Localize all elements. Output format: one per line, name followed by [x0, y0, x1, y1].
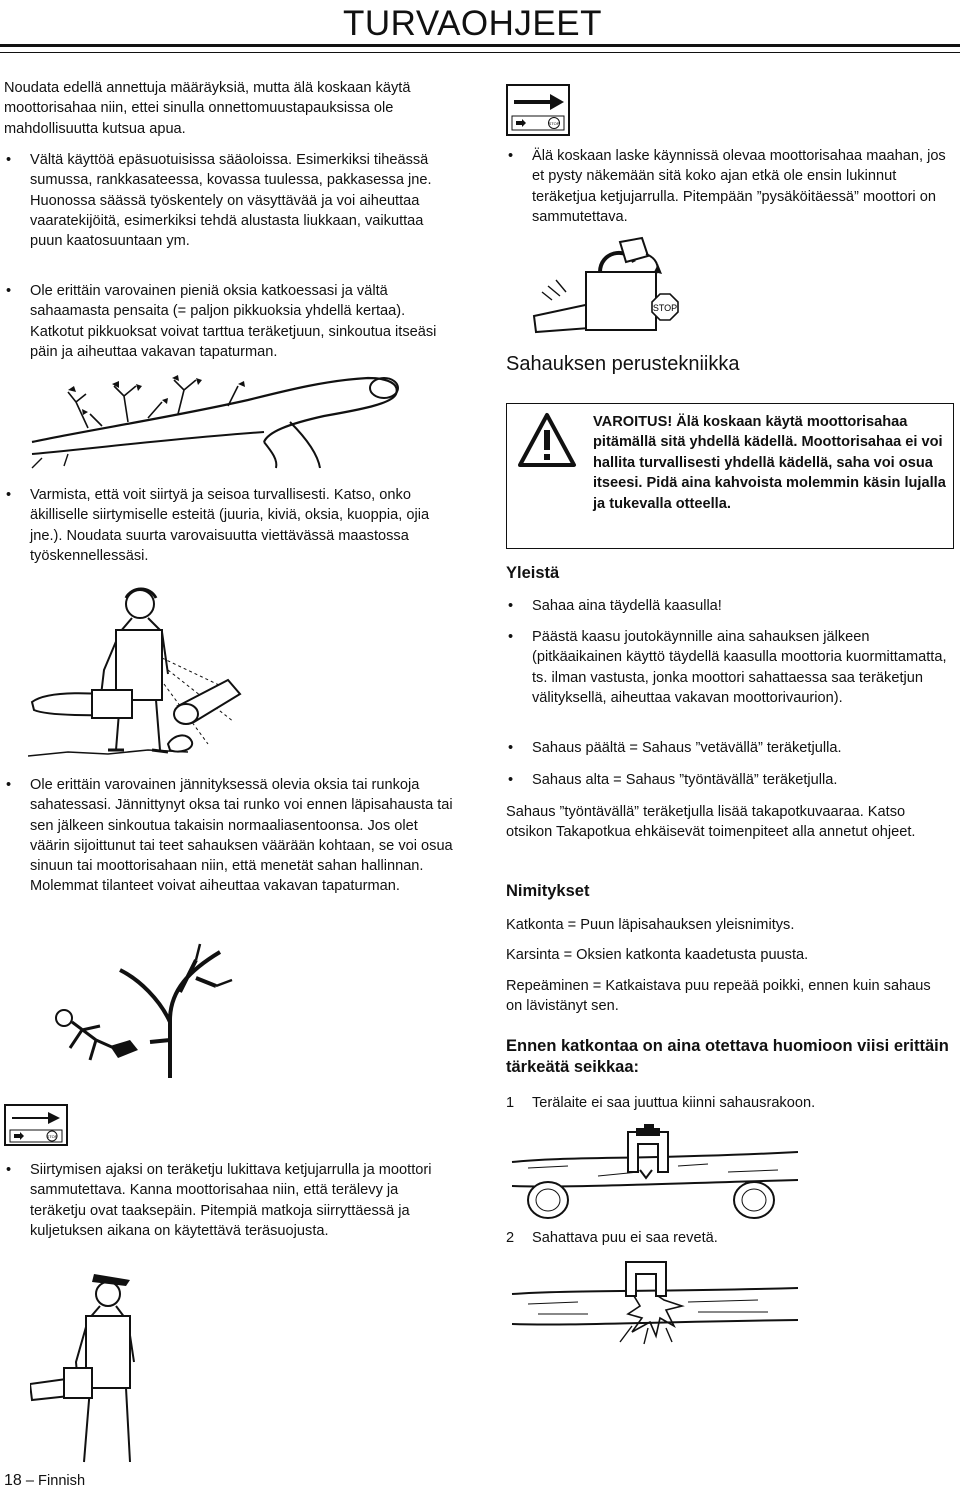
bullet-transport [4, 1160, 454, 1241]
warning-triangle-icon [517, 412, 577, 468]
footer-language: Finnish [38, 1473, 86, 1489]
bullet-dot: • [6, 283, 12, 299]
bullet-dot: • [508, 772, 514, 788]
page-title: TURVAOHJEET [343, 4, 602, 43]
general-bullet-3-text: Sahaus päältä = Sahaus ”vetävällä” teräketjulla. [532, 740, 842, 756]
bullet-branches-text: Ole erittäin varovainen pieniä oksia katkoessasi ja vältä sahaamasta pensaita (= paljon pikkuoksia yhdellä kertaa). Katkotut pikkuoksat voivat tarttua teräketjuun, sinkoutua itseäsi päin ja aiheuttaa vakavan tapaturman. [30, 283, 437, 360]
warning-text: VAROITUS! Älä koskaan käytä moottorisahaa pitämällä sitä yhdellä kädellä. Moottorisahaa ei voi hallita turvallisesti yhdellä kädellä, saha voi osua itseesi. Pidä aina kahvoista molemmin käsin lujalla ja tukevalla otteella. [593, 414, 946, 512]
bullet-dot: • [508, 629, 514, 645]
bullet-weather-text: Vältä käyttöä epäsuotuisissa sääoloissa. Esimerkiksi tiheässä sumussa, rankkasateessa, kovassa tuulessa, pakkasessa jne. Huonossa säässä työskentely on väsyttävää ja voi aiheuttaa vaaratekijöitä, esimerkiksi tehdä alustasta liukkaan, vaikuttaa puun kaatosuuntaan ym. [30, 152, 432, 250]
stop-label: STOP [548, 121, 560, 126]
saw-parked-stop-illustration [530, 232, 690, 342]
operator-cutting-illustration [28, 574, 248, 764]
general-bullet-2-text: Päästä kaasu joutokäynnille aina sahauksen jälkeen (pitkäaikainen käyttö täydellä kaasulla moottoria kuormittamatta, ts. ilman vastusta, jonka moottori sahattaessa saa teräketjun välityksellä, aiheuttaa vakavan moottorivaurion). [532, 629, 947, 706]
bullet-transport-text: Siirtymisen ajaksi on teräketju lukittava ketjujarrulla ja moottori sammutettava. Kanna moottorisahaa niin, että terälevy ja teräketju ovat taaksepäin. Pitempiä matkoja siirryttäessä ja kuljetuksen aikana on käytettävä teräsuojusta. [30, 1162, 432, 1239]
title-rule-thin [0, 52, 960, 53]
push-note: Sahaus ”työntävällä” teräketjulla lisää takapotkuvaaraa. Katso otsikon Takapotkua ehkäisevät toimenpiteet alla annetut ohjeet. [506, 804, 916, 841]
title-rule [0, 44, 960, 47]
term-1: Katkonta = Puun läpisahauksen yleisnimitys. [506, 917, 795, 933]
bullet-dot: • [6, 777, 12, 793]
general-bullet-1-text: Sahaa aina täydellä kaasulla! [532, 598, 722, 614]
general-bullet-4-text: Sahaus alta = Sahaus ”työntävällä” teräketjulla. [532, 772, 838, 788]
log-splitting-diagram [508, 1256, 798, 1346]
bullet-dot: • [6, 1162, 12, 1178]
item-2 [506, 1228, 954, 1248]
warning-box [506, 403, 954, 549]
log-pinching-diagram [508, 1122, 798, 1222]
intro-paragraph: Noudata edellä annettuja määräyksiä, mutta älä koskaan käytä moottorisahaa niin, ettei sinulla onnettomuustapauksissa ole mahdollisuutta kutsua apua. [4, 80, 411, 137]
item-2-number: 2 [506, 1230, 515, 1246]
page-number: 18 [4, 1472, 22, 1489]
bullet-dot: • [508, 740, 514, 756]
chain-brake-stop-icon-top [506, 84, 570, 136]
term-3: Repeäminen = Katkaistava puu repeää poikki, ennen kuin sahaus on lävistänyt sen. [506, 978, 931, 1015]
bullet-dot: • [6, 152, 12, 168]
bullet-footing-text: Varmista, että voit siirtyä ja seisoa turvallisesti. Katso, onko äkilliselle siirtymiselle esteitä (juuria, kiviä, oksia, kuoppia, ojia jne.). Noudata suurta varovaisuutta viettävässä maastossa työskennellessäsi. [30, 487, 430, 564]
term-2: Karsinta = Oksien katkonta kaadetusta puusta. [506, 947, 809, 963]
item-1 [506, 1093, 954, 1113]
bullet-tension-text: Ole erittäin varovainen jännityksessä olevia oksia tai runkoja sahatessasi. Jännittynyt oksa tai runko voi ennen läpisahausta tai sen jälkeen sinkoutua takaisin normaaliasentoonsa. Jos olet väärin sijoittunut tai teet sahauksen väärään kohtaan, se voi osua sinuun tai moottorisahaan niin, että menetät sahan hallinnan. Molemmat tilanteet voivat aiheuttaa vakavan tapaturman. [30, 777, 453, 895]
terms-title: Nimitykset [506, 882, 590, 900]
bullet-footing [4, 485, 454, 566]
general-bullet-2 [506, 627, 954, 708]
operator-carrying-saw-illustration [30, 1266, 160, 1466]
stop-label: STOP [652, 303, 678, 313]
left-intro [4, 78, 452, 139]
bullet-parking [506, 146, 954, 227]
bullet-dot: • [508, 598, 514, 614]
bullet-branches [4, 281, 454, 362]
section-title: Sahauksen perustekniikka [506, 353, 740, 375]
item-2-text: Sahattava puu ei saa revetä. [532, 1230, 718, 1246]
general-bullet-1 [506, 596, 954, 616]
tree-hazard-illustration [20, 930, 250, 1080]
bullet-weather [4, 150, 454, 251]
bullet-tension [4, 775, 458, 897]
before-title: Ennen katkontaa on aina otettava huomioon viisi erittäin tärkeätä seikkaa: [506, 1037, 949, 1076]
general-bullet-4 [506, 770, 954, 790]
general-bullet-3 [506, 738, 954, 758]
page-footer [4, 1472, 85, 1490]
chain-brake-stop-icon [4, 1104, 68, 1146]
general-title: Yleistä [506, 564, 560, 582]
item-1-text: Terälaite ei saa juuttua kiinni sahausrakoon. [532, 1095, 816, 1111]
bullet-parking-text: Älä koskaan laske käynnissä olevaa moottorisahaa maahan, jos et pysty näkemään sitä koko ajan etkä ole ensin lukinnut teräketjua ketjujarrulla. Pitempään ”pysäköitäessä” moottori on sammutettava. [532, 148, 946, 225]
footer-dash: – [25, 1473, 34, 1489]
fallen-tree-illustration [28, 370, 448, 470]
bullet-dot: • [6, 487, 12, 503]
stop-label: STOP [46, 1134, 58, 1139]
item-1-number: 1 [506, 1095, 515, 1111]
bullet-dot: • [508, 148, 514, 164]
